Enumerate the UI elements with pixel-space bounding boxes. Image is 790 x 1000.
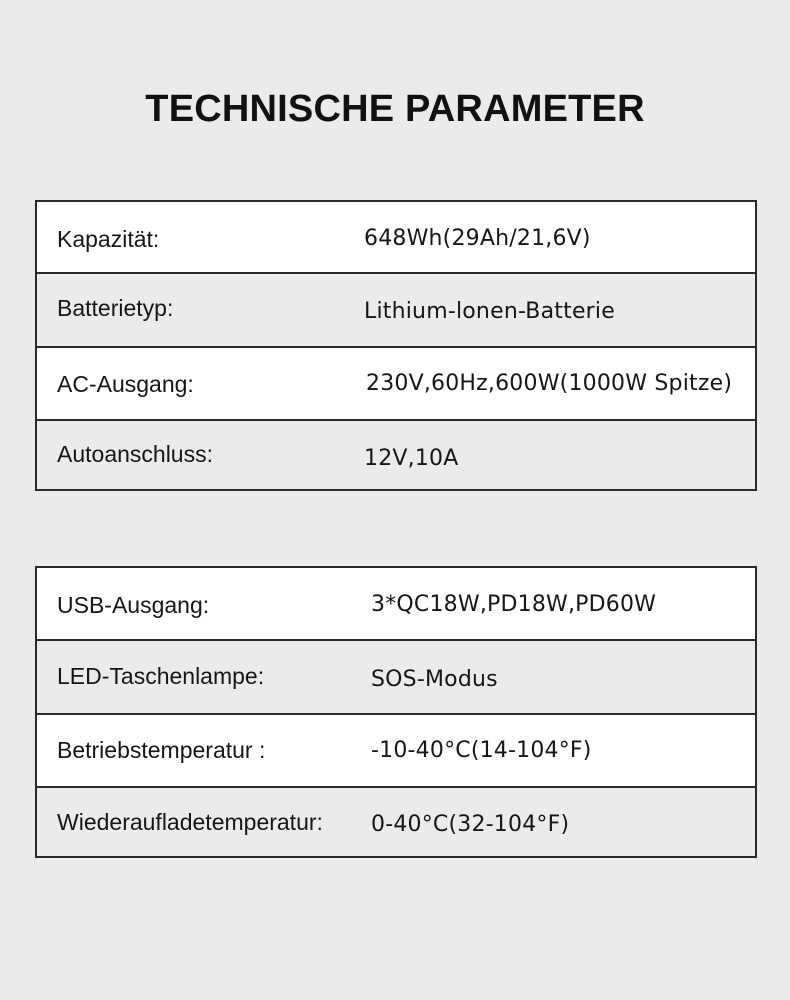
table-row — [37, 202, 755, 272]
row-value-ac-output: 230V,60Hz,600W(1000W Spitze) — [366, 371, 733, 396]
table-row — [37, 419, 755, 489]
spec-table-outputs — [35, 566, 757, 858]
table-row — [37, 639, 755, 713]
row-label-capacity: Kapazität: — [57, 226, 160, 252]
row-value-led-flashlight: SOS-Modus — [371, 667, 498, 692]
row-value-operating-temperature: -10-40°C(14-104°F) — [371, 738, 592, 763]
row-label-charging-temperature: Wiederaufladetemperatur: — [57, 809, 323, 835]
table-row — [37, 568, 755, 639]
row-value-battery-type: Lithium-lonen-Batterie — [364, 299, 615, 324]
row-label-ac-output: AC-Ausgang: — [57, 371, 194, 397]
row-label-led-flashlight: LED-Taschenlampe: — [57, 663, 265, 689]
page-title: TECHNISCHE PARAMETER — [145, 88, 645, 130]
spec-table-power — [35, 200, 757, 491]
row-value-usb-output: 3*QC18W,PD18W,PD60W — [371, 592, 657, 617]
row-value-car-port: 12V,10A — [364, 446, 459, 471]
row-label-car-port: Autoanschluss: — [57, 441, 213, 467]
row-label-usb-output: USB-Ausgang: — [57, 592, 210, 618]
row-label-battery-type: Batterietyp: — [57, 295, 174, 321]
table-row — [37, 272, 755, 346]
table-row — [37, 786, 755, 856]
row-value-charging-temperature: 0-40°C(32-104°F) — [371, 812, 570, 837]
table-row — [37, 346, 755, 419]
row-value-capacity: 648Wh(29Ah/21,6V) — [364, 226, 591, 251]
table-row — [37, 713, 755, 786]
row-label-operating-temperature: Betriebstemperatur : — [57, 737, 266, 763]
